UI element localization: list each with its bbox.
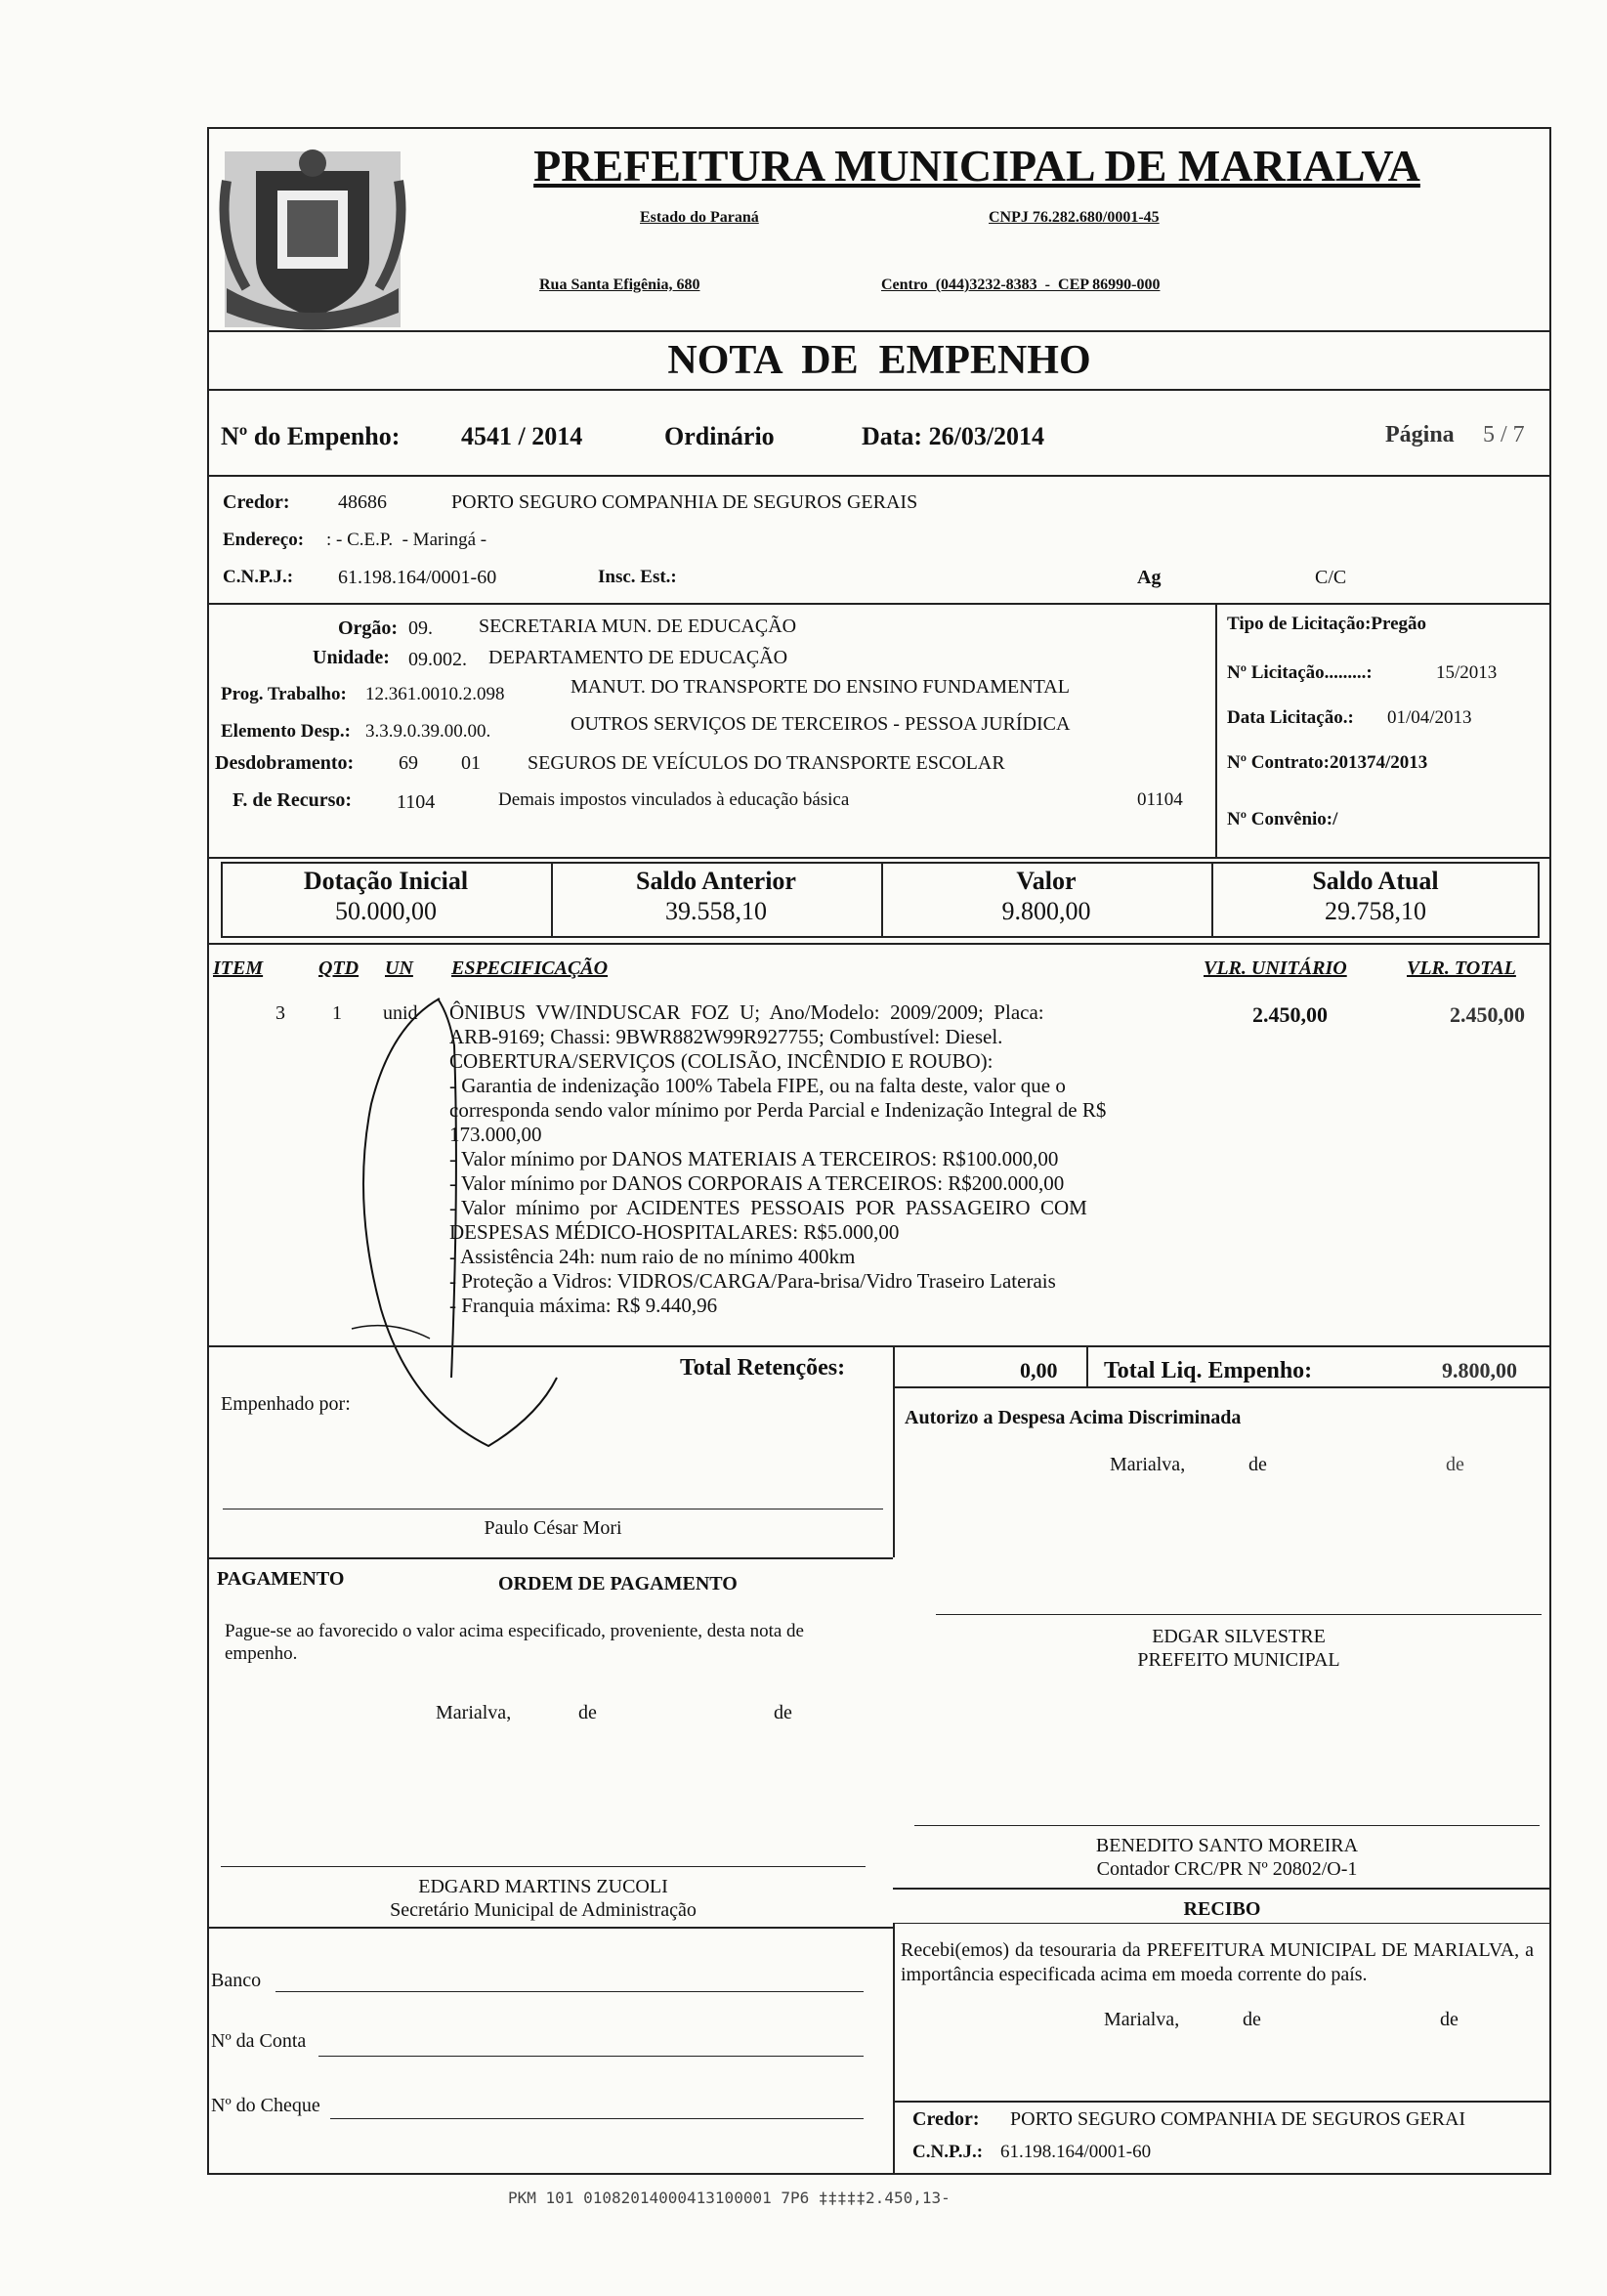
unidade-code: 09.002. — [408, 649, 467, 670]
spec-line: - Valor mínimo por DANOS CORPORAIS A TERCEIROS: R$200.000,00 — [449, 1171, 1065, 1195]
coat-of-arms-logo — [217, 142, 408, 337]
valor-label: Valor — [1016, 867, 1077, 895]
footer-code: PKM 101 01082014000413100001 7P6 ‡‡‡‡‡2.450,13- — [508, 2189, 951, 2207]
spec-line: - Valor mínimo por DANOS MATERIAIS A TERCEIROS: R$100.000,00 — [449, 1147, 1059, 1170]
header-state: Estado do Paraná — [640, 209, 759, 226]
col-vlr-total: VLR. TOTAL — [1407, 957, 1516, 979]
recibo-cnpj-value: 61.198.164/0001-60 — [1000, 2142, 1152, 2162]
total-retencoes-value: 0,00 — [1020, 1358, 1058, 1382]
ordem-de1: de — [578, 1702, 597, 1723]
spec-line: ARB-9169; Chassi: 9BWR882W99R927755; Combustível: Diesel. — [449, 1025, 1003, 1048]
desdobramento-label: Desdobramento: — [215, 752, 355, 774]
licitacao-number: 15/2013 — [1436, 662, 1498, 683]
empenho-type: Ordinário — [664, 422, 775, 450]
recurso-desc: Demais impostos vinculados à educação básica — [498, 789, 850, 810]
dotacao-label: Dotação Inicial — [303, 867, 469, 895]
secretario-cargo: Secretário Municipal de Administração — [390, 1899, 697, 1921]
licitacao-date: 01/04/2013 — [1387, 707, 1472, 728]
orgao-label: Orgão: — [338, 617, 399, 639]
recurso-code: 1104 — [397, 791, 436, 813]
autorizo-text: Autorizo a Despesa Acima Discriminada — [905, 1407, 1242, 1428]
cheque-label: Nº do Cheque — [211, 2095, 320, 2116]
desdobramento-code1: 69 — [399, 752, 418, 774]
page-number: 5 / 7 — [1483, 422, 1525, 447]
item-vlr-total: 2.450,00 — [1450, 1002, 1525, 1027]
saldo-anterior-label: Saldo Anterior — [636, 867, 796, 895]
spec-line: - Valor mínimo por ACIDENTES PESSOAIS POR PASSAGEIRO COM — [449, 1196, 1087, 1219]
credor-name: PORTO SEGURO COMPANHIA DE SEGUROS GERAIS — [451, 491, 918, 513]
recibo-credor-name: PORTO SEGURO COMPANHIA DE SEGUROS GERAI — [1010, 2108, 1466, 2130]
saldo-anterior-value: 39.558,10 — [665, 897, 767, 925]
endereco-value: : - C.E.P. - Maringá - — [326, 530, 487, 550]
orgao-desc: SECRETARIA MUN. DE EDUCAÇÃO — [479, 616, 797, 637]
conta-label: Nº da Conta — [211, 2030, 307, 2052]
ordem-de2: de — [774, 1702, 792, 1723]
prog-code: 12.361.0010.2.098 — [365, 684, 505, 704]
prefeito-cargo: PREFEITO MUNICIPAL — [1137, 1649, 1340, 1671]
recibo-credor-label: Credor: — [912, 2108, 980, 2130]
total-liq-label: Total Liq. Empenho: — [1104, 1358, 1313, 1383]
item-number: 3 — [275, 1002, 285, 1024]
prefeito-nome: EDGAR SILVESTRE — [1152, 1626, 1326, 1647]
page-title: PREFEITURA MUNICIPAL DE MARIALVA — [533, 141, 1420, 191]
spec-line: - Proteção a Vidros: VIDROS/CARGA/Para-brisa/Vidro Traseiro Laterais — [449, 1269, 1056, 1293]
ag-label: Ag — [1137, 567, 1162, 588]
col-especificacao: ESPECIFICAÇÃO — [451, 957, 609, 979]
credor-code: 48686 — [338, 491, 387, 513]
cnpj-value: 61.198.164/0001-60 — [338, 567, 497, 588]
autorizo-de2: de — [1446, 1454, 1464, 1475]
desdobramento-desc: SEGUROS DE VEÍCULOS DO TRANSPORTE ESCOLAR — [528, 752, 1005, 774]
col-un: UN — [385, 957, 413, 979]
secretario-nome: EDGARD MARTINS ZUCOLI — [418, 1876, 668, 1897]
item-vlr-unitario: 2.450,00 — [1252, 1002, 1328, 1027]
recibo-text: Recebi(emos) da tesouraria da PREFEITURA MUNICIPAL DE MARIALVA, a importância especificada acima em moeda corrente do país. — [901, 1939, 1534, 1985]
total-retencoes-label: Total Retenções: — [680, 1355, 846, 1381]
recibo-label: RECIBO — [1183, 1898, 1261, 1920]
recurso-code2: 01104 — [1137, 789, 1183, 810]
prog-label: Prog. Trabalho: — [221, 684, 347, 704]
unidade-label: Unidade: — [313, 647, 390, 668]
banco-label: Banco — [211, 1970, 262, 1991]
empenho-number: 4541 / 2014 — [461, 422, 583, 450]
empenho-label: Nº do Empenho: — [221, 422, 401, 450]
recibo-city: Marialva, — [1104, 2009, 1180, 2030]
elemento-label: Elemento Desp.: — [221, 721, 351, 742]
spec-line: corresponda sendo valor mínimo por Perda Parcial e Indenização Integral de R$ — [449, 1098, 1107, 1122]
recibo-cnpj-label: C.N.P.J.: — [912, 2142, 984, 2162]
empenho-date: Data: 26/03/2014 — [862, 422, 1045, 450]
header-address: Rua Santa Efigênia, 680 — [539, 276, 700, 293]
licitacao-number-label: Nº Licitação.........: — [1227, 662, 1373, 683]
elemento-desc: OUTROS SERVIÇOS DE TERCEIROS - PESSOA JURÍDICA — [571, 713, 1071, 735]
dotacao-value: 50.000,00 — [335, 897, 437, 925]
cc-label: C/C — [1315, 567, 1347, 588]
credor-label: Credor: — [223, 491, 290, 513]
saldo-atual-label: Saldo Atual — [1312, 867, 1439, 895]
empenhado-nome: Paulo César Mori — [484, 1517, 622, 1539]
total-liq-value: 9.800,00 — [1442, 1358, 1517, 1382]
tipo-licitacao: Tipo de Licitação:Pregão — [1227, 614, 1427, 634]
col-vlr-unitario: VLR. UNITÁRIO — [1204, 957, 1347, 979]
convenio-number: Nº Convênio:/ — [1227, 809, 1338, 829]
ordem-pagamento-label: ORDEM DE PAGAMENTO — [498, 1573, 738, 1594]
handwritten-signature — [332, 987, 586, 1456]
autorizo-city: Marialva, — [1110, 1454, 1186, 1475]
licitacao-date-label: Data Licitação.: — [1227, 707, 1354, 728]
contrato-number: Nº Contrato:201374/2013 — [1227, 752, 1428, 773]
page-label: Página — [1385, 422, 1455, 447]
insc-label: Insc. Est.: — [598, 567, 677, 587]
spec-line: ÔNIBUS VW/INDUSCAR FOZ U; Ano/Modelo: 2009/2009; Placa: — [449, 1000, 1044, 1024]
spec-line: - Assistência 24h: num raio de no mínimo 400km — [449, 1245, 856, 1268]
spec-line: COBERTURA/SERVIÇOS (COLISÃO, INCÊNDIO E ROUBO): — [449, 1049, 994, 1073]
document-title: NOTA DE EMPENHO — [667, 338, 1091, 383]
header-district-phone: Centro (044)3232-8383 - CEP 86990-000 — [881, 276, 1161, 293]
contador-nome: BENEDITO SANTO MOREIRA — [1095, 1835, 1359, 1856]
endereco-label: Endereço: — [223, 530, 305, 550]
pague-text: Pague-se ao favorecido o valor acima especificado, proveniente, desta nota de empenho. — [225, 1621, 804, 1664]
autorizo-de1: de — [1248, 1454, 1267, 1475]
ordem-city: Marialva, — [436, 1702, 512, 1723]
col-item: ITEM — [213, 957, 264, 979]
recurso-label: F. de Recurso: — [233, 789, 353, 811]
item-un: unid — [383, 1002, 418, 1024]
desdobramento-code2: 01 — [461, 752, 481, 774]
empenhado-por-label: Empenhado por: — [221, 1393, 351, 1415]
unidade-desc: DEPARTAMENTO DE EDUCAÇÃO — [488, 647, 788, 668]
header-cnpj: CNPJ 76.282.680/0001-45 — [989, 209, 1160, 226]
spec-line: 173.000,00 — [449, 1123, 542, 1146]
prog-desc: MANUT. DO TRANSPORTE DO ENSINO FUNDAMENTAL — [571, 676, 1070, 698]
spec-line: - Garantia de indenização 100% Tabela FIPE, ou na falta deste, valor que o — [449, 1074, 1066, 1097]
saldo-atual-value: 29.758,10 — [1325, 897, 1426, 925]
pagamento-label: PAGAMENTO — [217, 1568, 345, 1590]
elemento-code: 3.3.9.0.39.00.00. — [365, 721, 491, 742]
spec-line: DESPESAS MÉDICO-HOSPITALARES: R$5.000,00 — [449, 1220, 900, 1244]
recibo-de1: de — [1243, 2009, 1261, 2030]
recibo-de2: de — [1440, 2009, 1459, 2030]
spec-line: - Franquia máxima: R$ 9.440,96 — [449, 1294, 718, 1317]
cnpj-label: C.N.P.J.: — [223, 567, 294, 587]
contador-cargo: Contador CRC/PR Nº 20802/O-1 — [1096, 1858, 1358, 1880]
valor-value: 9.800,00 — [1001, 897, 1091, 925]
orgao-code: 09. — [408, 617, 433, 639]
col-qtd: QTD — [318, 957, 359, 979]
item-qtd: 1 — [332, 1002, 342, 1024]
